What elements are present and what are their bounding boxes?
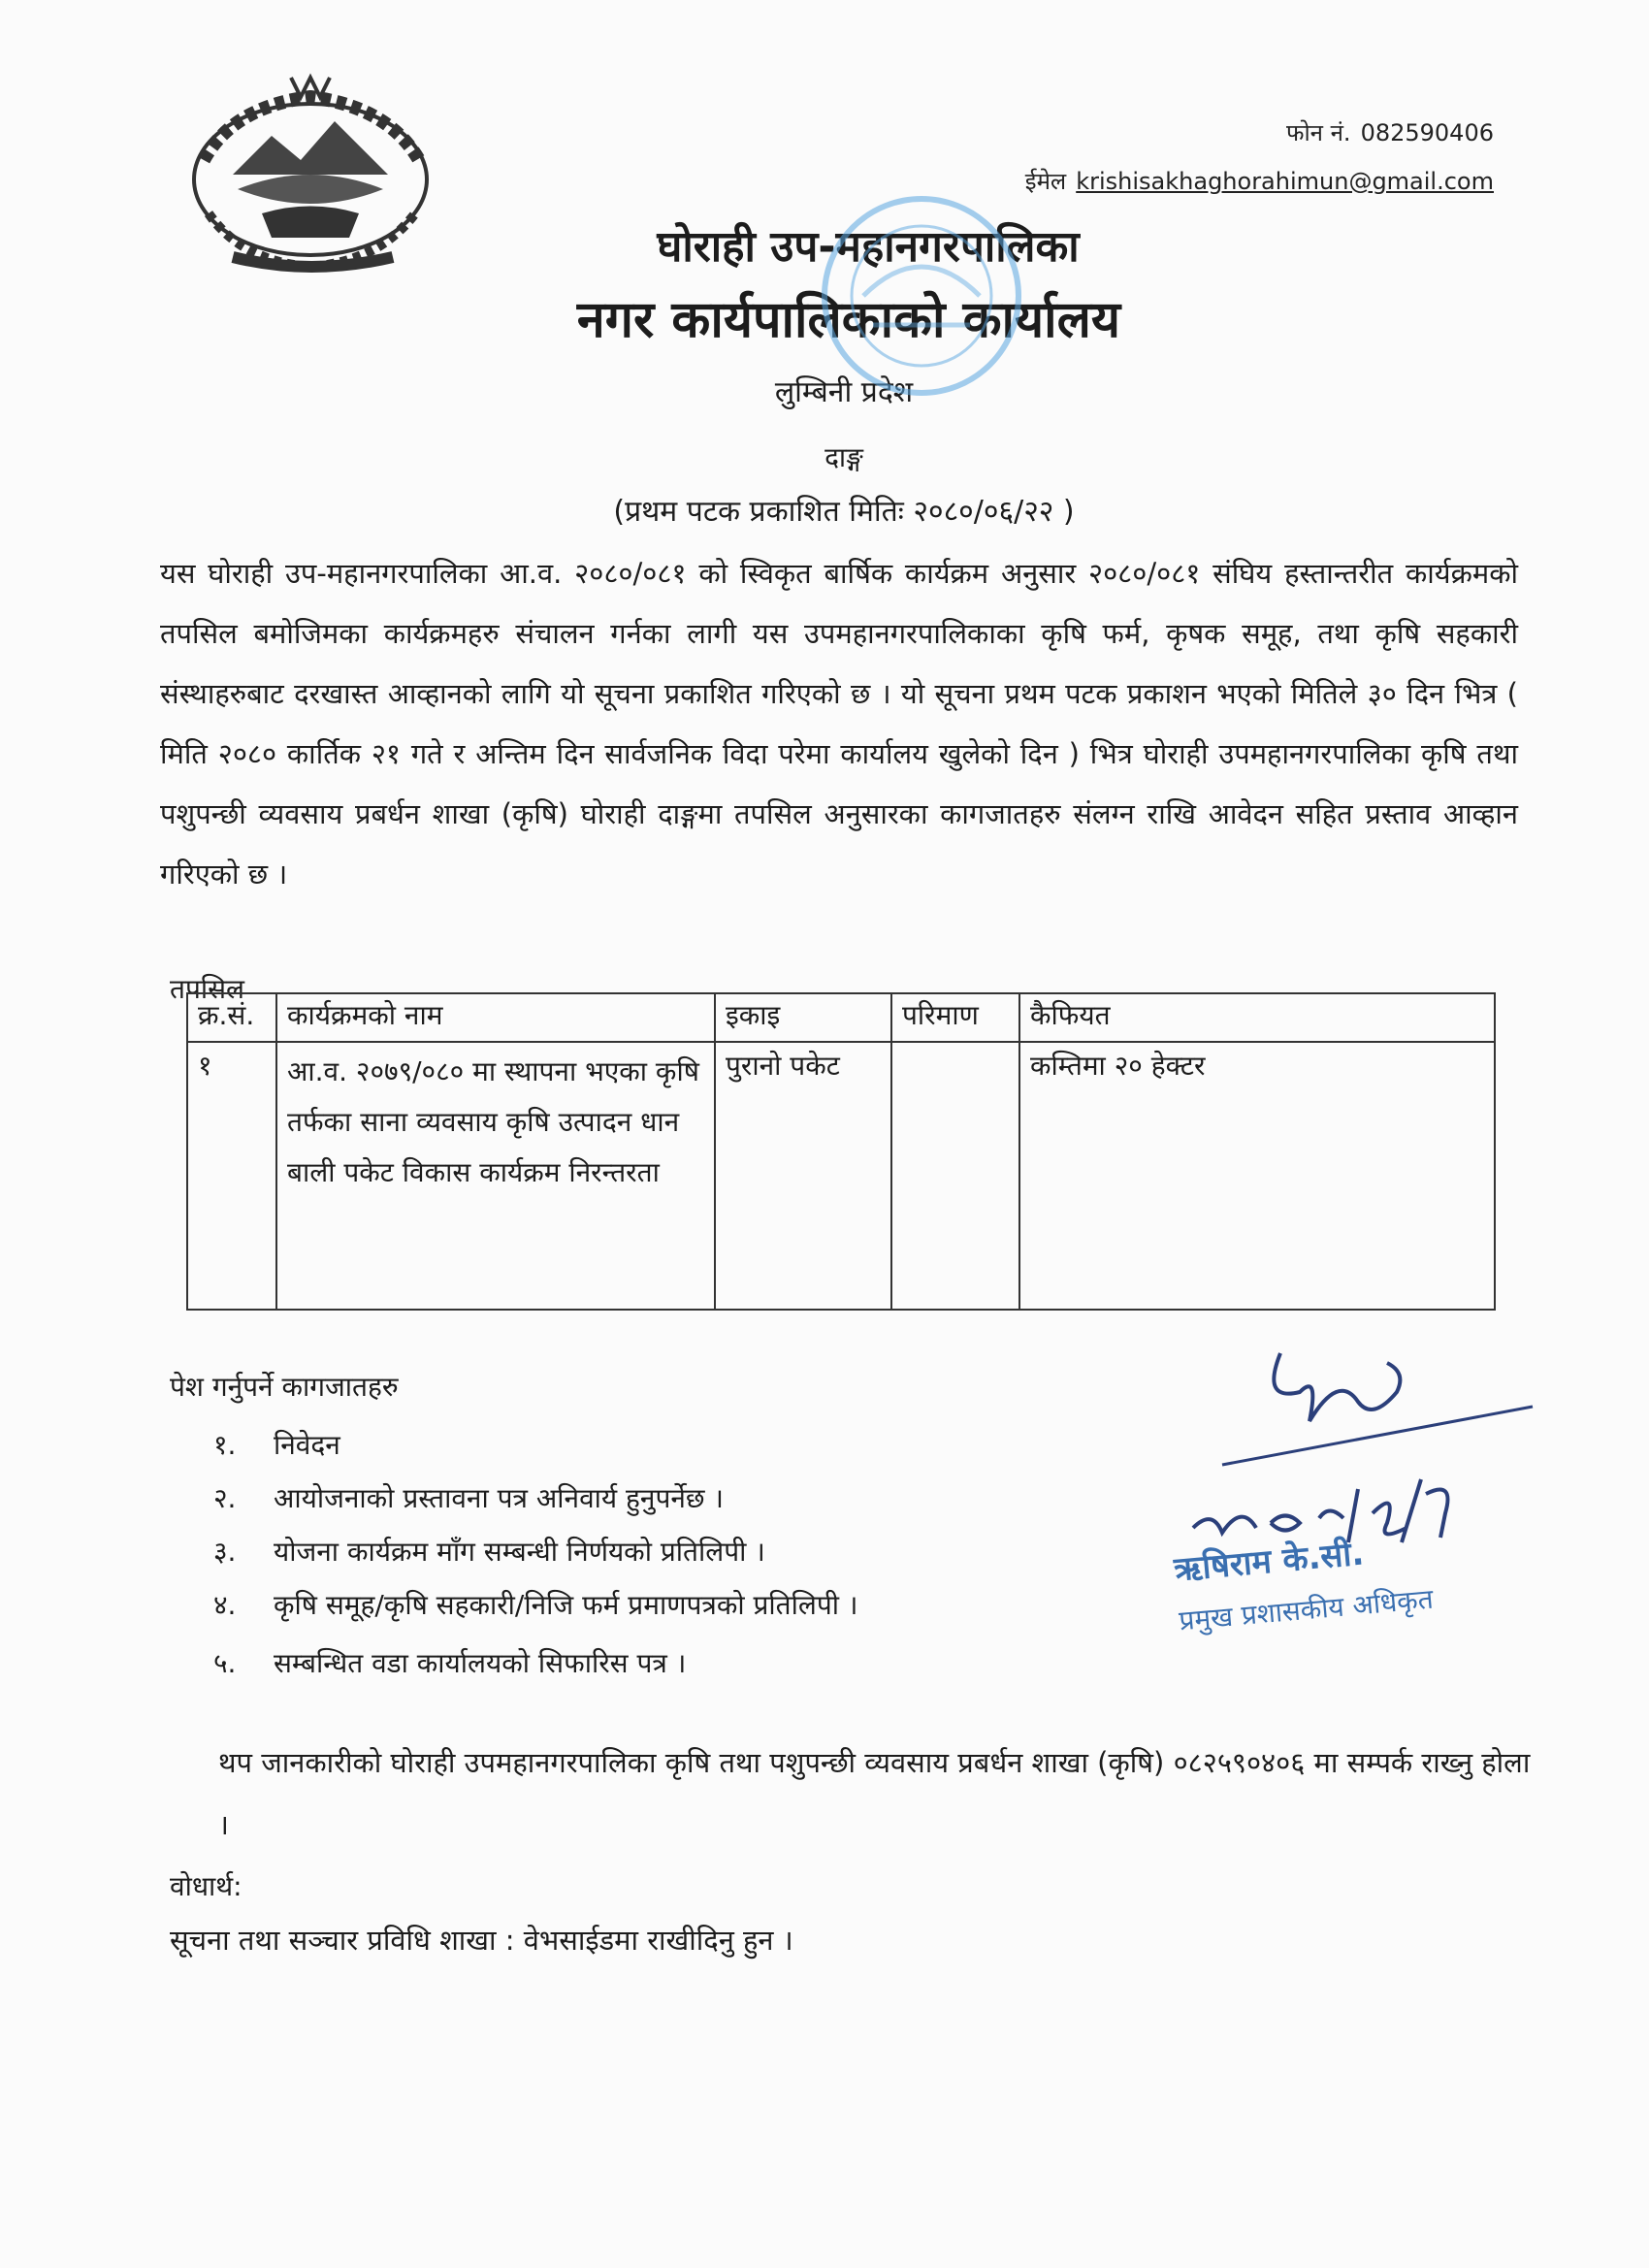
- province-name: लुम्बिनी प्रदेश: [774, 375, 914, 409]
- list-item-number: २.: [213, 1482, 237, 1514]
- col-header-remarks: कैफियत: [1019, 993, 1495, 1042]
- details-label: तपसिल: [170, 973, 245, 1005]
- program-table: [186, 992, 1496, 1311]
- list-item-text: निवेदन: [274, 1429, 340, 1461]
- contact-paragraph: थप जानकारीको घोराही उपमहानगरपालिका कृषि तथा पशुपन्छी व्यवसाय प्रबर्धन शाखा (कृषि) ०८२५९०४०६ मा सम्पर्क राख्नु होला ।: [218, 1746, 1531, 1841]
- list-item-text: योजना कार्यक्रम माँग सम्बन्धी निर्णयको प्रतिलिपी ।: [274, 1536, 765, 1568]
- documents-title: पेश गर्नुपर्ने कागजातहरु: [170, 1371, 399, 1403]
- cell-quantity: [891, 1042, 1019, 1310]
- list-item-number: ३.: [213, 1536, 237, 1568]
- list-item-number: ४.: [213, 1589, 237, 1621]
- col-header-sn: क्र.सं.: [187, 993, 276, 1042]
- list-item-text: सम्बन्धित वडा कार्यालयको सिफारिस पत्र ।: [274, 1647, 687, 1679]
- list-item-text: आयोजनाको प्रस्तावना पत्र अनिवार्य हुनुपर्नेछ ।: [274, 1482, 725, 1514]
- list-item-text: कृषि समूह/कृषि सहकारी/निजि फर्म प्रमाणपत्रको प्रतिलिपी ।: [274, 1589, 858, 1621]
- phone-value: 082590406: [1360, 119, 1494, 146]
- list-item-number: ५.: [213, 1647, 237, 1679]
- municipality-name: घोराही उप-महानगरपालिका: [657, 222, 1080, 272]
- signatory-title: प्रमुख प्रशासकीय अधिकृत: [1178, 1582, 1435, 1637]
- col-header-quantity: परिमाण: [891, 993, 1019, 1042]
- office-name: नगर कार्यपालिकाको कार्यालय: [576, 291, 1121, 349]
- signatory-name: ऋषिराम के.सी.: [1172, 1534, 1366, 1590]
- cell-sn: १: [187, 1042, 276, 1310]
- table-row: [187, 1042, 1495, 1310]
- phone-line: [1286, 116, 1494, 148]
- district-name: दाङ्ग: [824, 441, 863, 473]
- cc-text: सूचना तथा सञ्चार प्रविधि शाखा : वेभसाईडमा राखीदिनु हुन ।: [170, 1924, 793, 1957]
- col-header-program: कार्यक्रमको नाम: [276, 993, 715, 1042]
- list-item: [213, 1426, 340, 1463]
- email-label: ईमेल: [1024, 168, 1067, 195]
- list-item: [213, 1479, 724, 1516]
- list-item: [213, 1533, 765, 1570]
- office-stamp-icon: [805, 179, 1038, 412]
- notice-paragraph: यस घोराही उप-महानगरपालिका आ.व. २०८०/०८१ को स्विकृत बार्षिक कार्यक्रम अनुसार २०८०/०८१ संघिय हस्तान्तरीत कार्यक्रमको तपसिल बमोजिमका कार्यक्रमहरु संचालन गर्नका लागी यस उपमहानगरपालिकाका कृषि फर्म, कृषक समूह, तथा कृषि सहकारी संस्थाहरुबाट दरखास्त आव्हानको लागि यो सूचना प्रकाशित गरिएको छ । यो सूचना प्रथम पटक प्रकाशन भएको मितिले ३० दिन भित्र ( मिति २०८० कार्तिक २१ गते र अन्तिम दिन सार्वजनिक विदा परेमा कार्यालय खुलेको दिन ) भित्र घोराही उपमहानगरपालिका कृषि तथा पशुपन्छी व्यवसाय प्रबर्धन शाखा (कृषि) घोराही दाङ्गमा तपसिल अनुसारका कागजातहरु संलग्न राखि आवेदन सहित प्रस्ताव आव्हान गरिएको छ ।: [160, 557, 1518, 891]
- list-item: [213, 1586, 858, 1623]
- cc-label: वोधार्थ:: [170, 1870, 242, 1902]
- cell-unit: पुरानो पकेट: [715, 1042, 891, 1310]
- list-item-number: १.: [213, 1429, 237, 1461]
- cell-program: आ.व. २०७९/०८० मा स्थापना भएका कृषि तर्फका साना व्यवसाय कृषि उत्पादन धान बाली पकेट विकास कार्यक्रम निरन्तरता: [276, 1042, 715, 1310]
- cell-remarks: कम्तिमा २० हेक्टर: [1019, 1042, 1495, 1310]
- email-link[interactable]: krishisakhaghorahimun@gmail.com: [1076, 168, 1494, 195]
- col-header-unit: इकाइ: [715, 993, 891, 1042]
- list-item: [213, 1644, 686, 1681]
- table-header-row: [187, 993, 1495, 1042]
- phone-label: फोन नं.: [1285, 119, 1351, 146]
- publication-date: (प्रथम पटक प्रकाशित मितिः २०८०/०६/२२ ): [613, 495, 1075, 529]
- email-line: [1025, 165, 1494, 197]
